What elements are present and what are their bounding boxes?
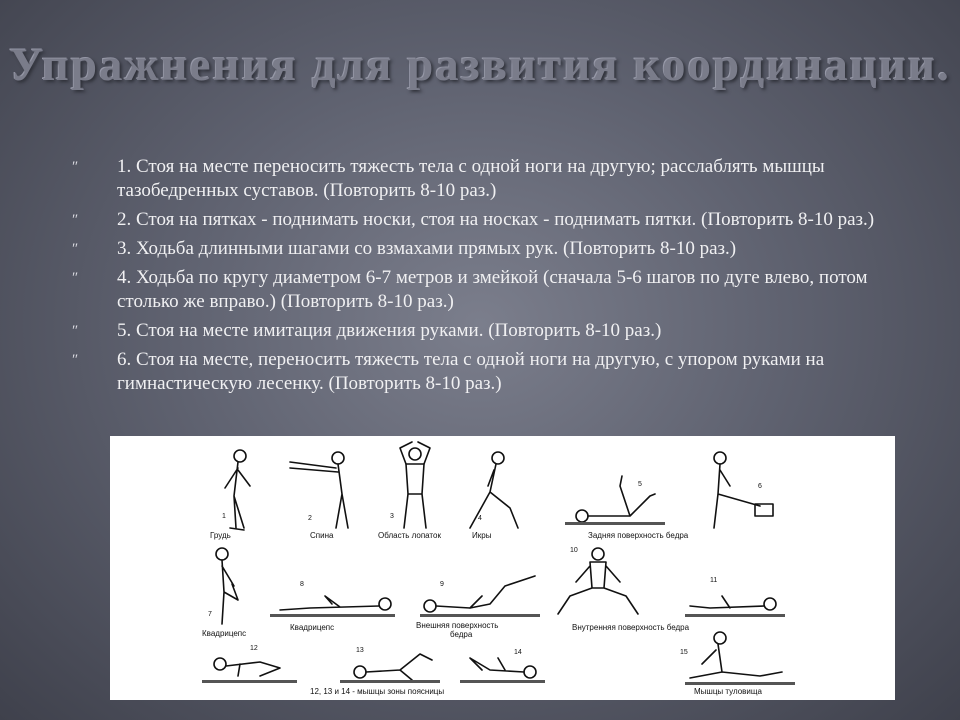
fig-number-11: 11 [710,577,718,584]
bullet-icon: ″ [72,159,79,175]
bullet-icon: ″ [72,241,79,257]
caption-inner-thigh: Внутренняя поверхность бедра [572,623,690,632]
list-item-text: 4. Ходьба по кругу диаметром 6-7 метров и змейкой (сначала 5-6 шагов по дуге влево, потом столько же вправо.) (Повторить 8-10 раз.) [117,267,868,312]
caption-quad-1: Квадрицепс [202,629,247,638]
fig-number-8: 8 [300,581,304,588]
caption-trunk: Мышцы туловища [694,687,762,696]
list-item-text: 6. Стоя на месте, переносить тяжесть тела с одной ноги на другую, с упором руками на гимнастическую лесенку. (Повторить 8-10 раз.) [117,349,825,394]
caption-hamstring: Задняя поверхность бедра [588,531,689,540]
fig-number-1: 1 [222,513,226,520]
fig-number-9: 9 [440,581,444,588]
caption-back: Спина [310,531,334,540]
bullet-icon: ″ [72,352,79,368]
fig-number-7: 7 [208,611,212,618]
slide-title: Упражнения для развития координации. [9,39,951,91]
list-item [72,266,912,314]
figure-lower-back-3 [460,658,545,683]
exercise-illustration [110,436,895,700]
caption-quad-2: Квадрицепс [290,623,335,632]
fig-number-6: 6 [758,483,762,490]
bullet-icon: ″ [72,212,79,228]
figure-lower-back-2 [340,654,440,683]
figure-lying-side [685,596,785,617]
caption-outer-thigh-2: бедра [450,630,473,639]
figure-leg-on-box [714,452,773,528]
list-item-text: 2. Стоя на пятках - поднимать носки, стоя на носках - поднимать пятки. (Повторить 8-10 раз.) [117,209,875,230]
list-item-text: 1. Стоя на месте переносить тяжесть тела с одной ноги на другую; расслаблять мышцы тазобедренных суставов. (Повторить 8-10 раз.) [117,156,825,201]
bullet-icon: ″ [72,270,79,286]
figure-quad-lying [270,596,395,617]
list-item [72,237,912,261]
list-item-text: 3. Ходьба длинными шагами со взмахами прямых рук. (Повторить 8-10 раз.) [117,238,737,259]
list-item [72,155,912,203]
figure-inner-thigh [558,548,638,614]
figure-quad-standing [216,548,238,624]
fig-number-10: 10 [570,547,578,554]
caption-shoulder-blades: Область лопаток [378,531,441,540]
bullet-icon: ″ [72,323,79,339]
exercise-list [72,155,912,401]
caption-outer-thigh: Внешняя поверхность [416,621,499,630]
fig-number-14: 14 [514,649,522,656]
list-item [72,319,912,343]
fig-number-4: 4 [478,515,482,522]
figure-back-stretch [290,452,348,528]
caption-calves: Икры [472,531,492,540]
caption-lower-back: 12, 13 и 14 - мышцы зоны поясницы [310,687,445,696]
fig-number-13: 13 [356,647,364,654]
figure-lower-back-1 [202,658,297,683]
list-item [72,208,912,232]
caption-chest: Грудь [210,531,231,540]
fig-number-3: 3 [390,513,394,520]
fig-number-15: 15 [680,649,688,656]
fig-number-5: 5 [638,481,642,488]
figure-hamstring-stretch [565,476,665,525]
list-item [72,348,912,396]
figure-chest-stretch [225,450,250,530]
figure-outer-thigh [420,576,540,617]
list-item-text: 5. Стоя на месте имитация движения руками. (Повторить 8-10 раз.) [117,320,662,341]
figure-trunk-stretch [685,632,795,685]
fig-number-12: 12 [250,645,258,652]
stretching-figures-svg [110,436,895,700]
figure-shoulder-blade-stretch [400,442,430,528]
fig-number-2: 2 [308,515,312,522]
